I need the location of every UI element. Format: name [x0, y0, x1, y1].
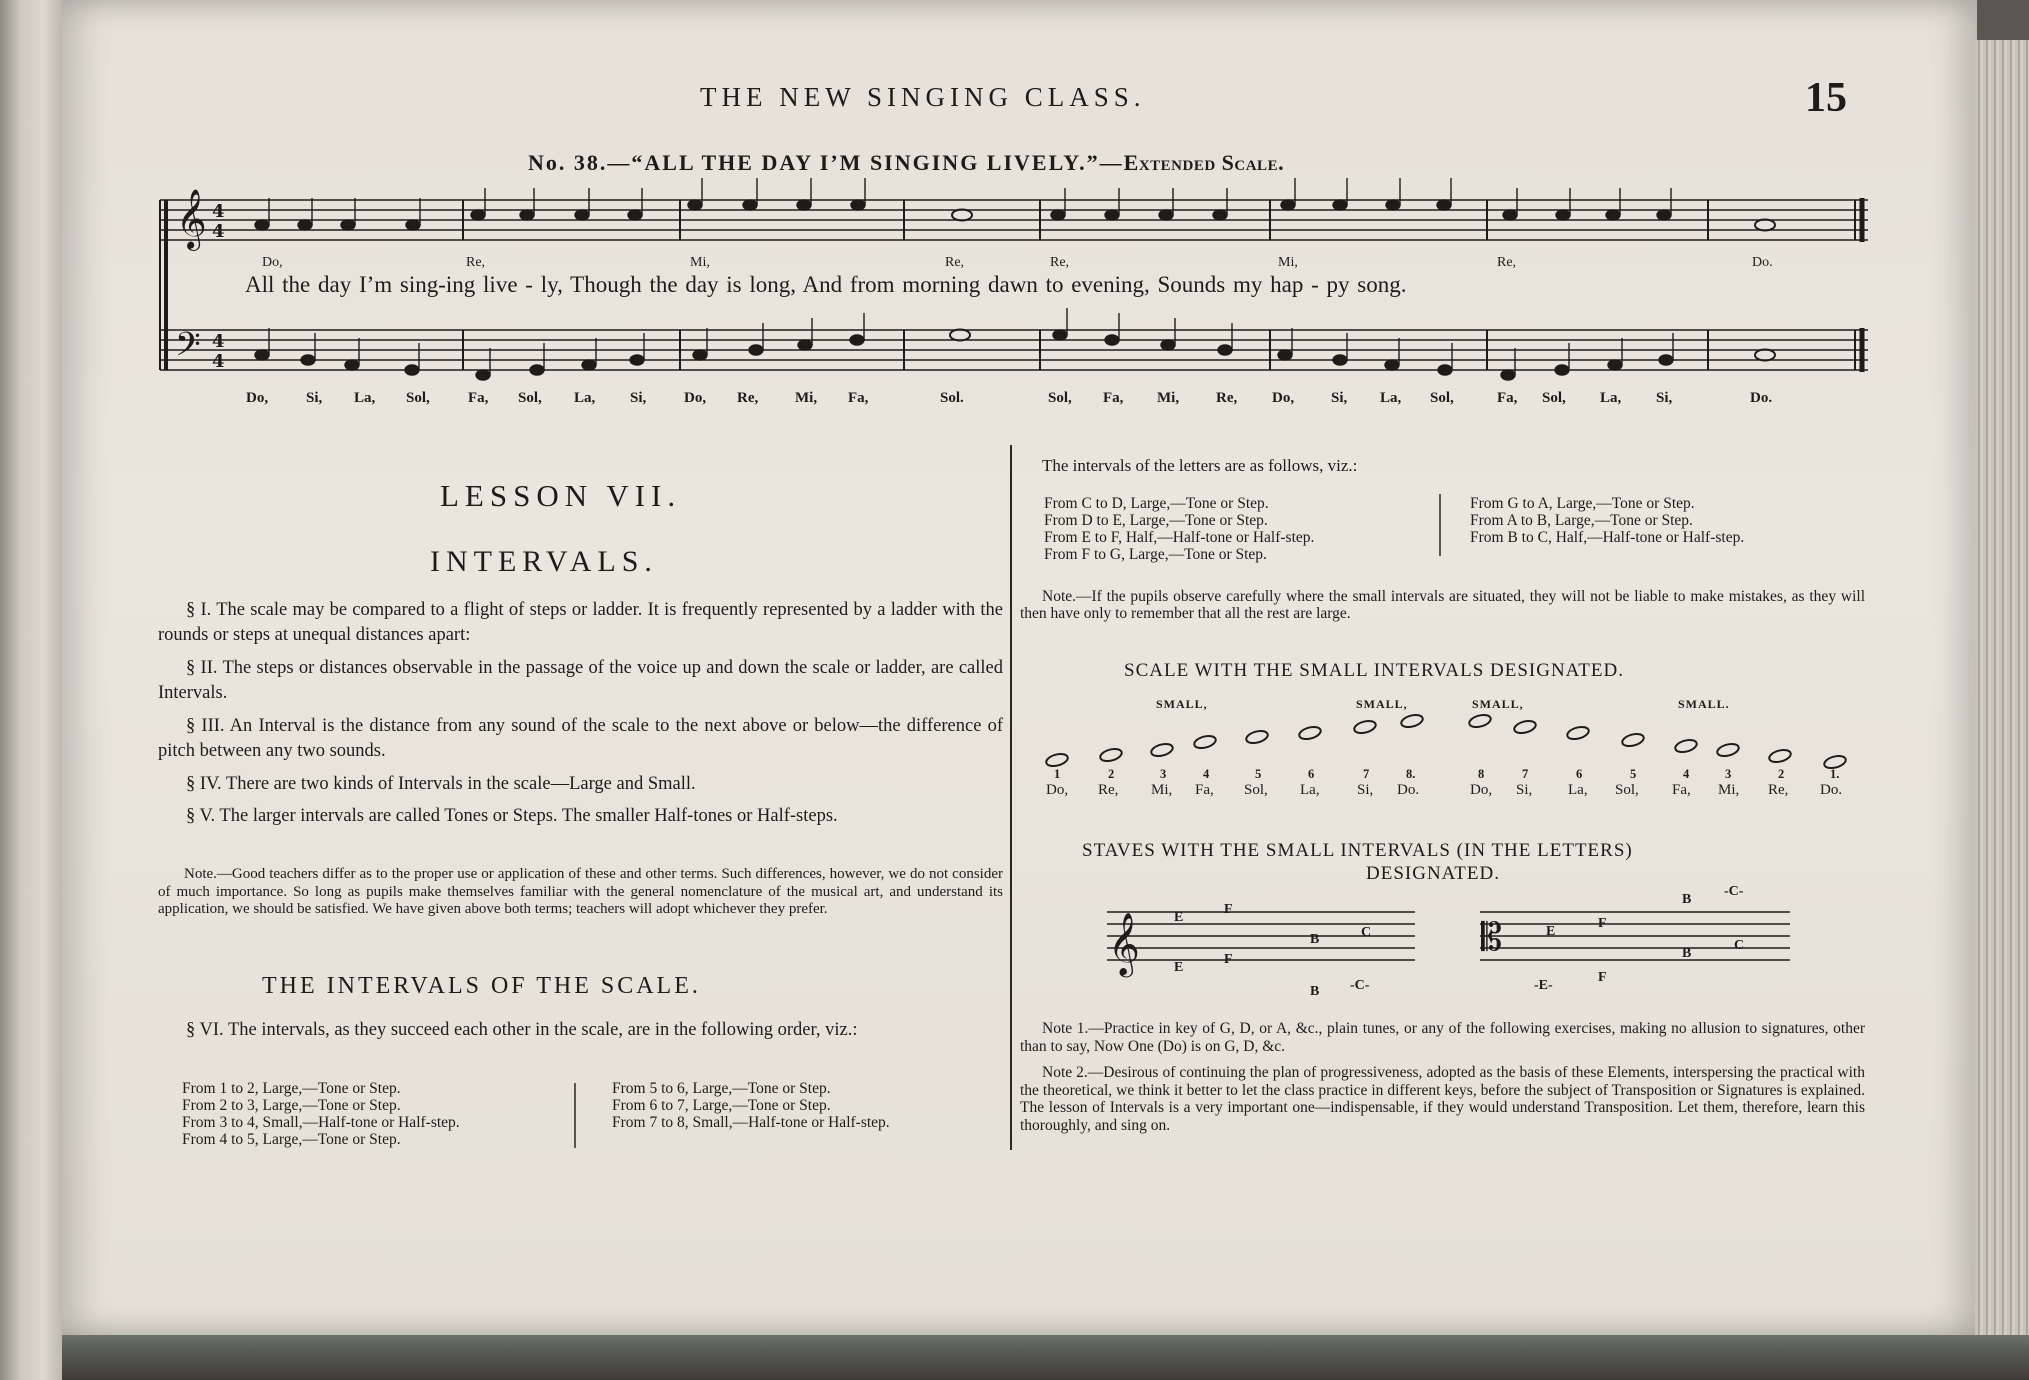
interval-row: From E to F, Half,—Half-tone or Half-step.: [1044, 529, 1315, 546]
staff-letter-f: F: [1598, 916, 1607, 931]
interval-row: From 6 to 7, Large,—Tone or Step.: [612, 1097, 831, 1114]
staff-letter-c: -C-: [1724, 884, 1744, 899]
staff-letter-e: -E-: [1534, 978, 1553, 993]
bass-syllable: Sol,: [1048, 390, 1072, 406]
staff-letter-c: -C-: [1350, 978, 1370, 993]
scale-degree: 2: [1778, 767, 1785, 781]
scale-syllable: Sol,: [1244, 782, 1268, 798]
scale-degree: 4: [1203, 767, 1210, 781]
treble-syllable: Re,: [945, 255, 965, 270]
scale-syllable: Fa,: [1195, 782, 1214, 798]
song-lyrics: All the day I’m sing-ing live - ly, Though the day is long, And from morning dawn to evening, Sounds my hap - py song.: [245, 272, 1407, 297]
scale-intervals-heading: THE INTERVALS OF THE SCALE.: [262, 973, 701, 999]
scale-degree: 5: [1630, 767, 1637, 781]
scale-degree: 3: [1160, 767, 1167, 781]
interval-row: From F to G, Large,—Tone or Step.: [1044, 546, 1267, 563]
bass-syllable: La,: [354, 390, 376, 406]
paragraph-5: § V. The larger intervals are called Tones or Steps. The smaller Half-tones or Half-steps.: [186, 806, 838, 826]
scale-syllable: Sol,: [1615, 782, 1639, 798]
scale-intervals-right: [612, 1080, 890, 1131]
interval-row: From 4 to 5, Large,—Tone or Step.: [182, 1131, 401, 1148]
interval-row: From 5 to 6, Large,—Tone or Step.: [612, 1080, 831, 1097]
scale-degree: 7: [1363, 767, 1370, 781]
interval-row: From 1 to 2, Large,—Tone or Step.: [182, 1080, 401, 1097]
treble-syllable: Re,: [1497, 255, 1517, 270]
staff-letter-f: F: [1598, 970, 1607, 985]
running-head: THE NEW SINGING CLASS.: [700, 82, 1146, 112]
treble-syllable: Do,: [262, 255, 283, 270]
interval-row: From A to B, Large,—Tone or Step.: [1470, 512, 1693, 529]
bass-syllable: Sol,: [1430, 390, 1454, 406]
page-number: 15: [1805, 75, 1847, 121]
treble-syllable: Re,: [1050, 255, 1070, 270]
paragraph-2: § II. The steps or distances observable in the passage of the voice up and down the scale or ladder, are called Intervals.: [158, 658, 1003, 703]
interval-row: From 7 to 8, Small,—Half-tone or Half-step.: [612, 1114, 890, 1131]
bass-syllable: Mi,: [795, 390, 818, 406]
bass-syllable: La,: [574, 390, 596, 406]
staff-letter-b: B: [1310, 984, 1320, 999]
letter-intervals-right: [1470, 495, 1744, 546]
svg-text:𝄢: 𝄢: [175, 326, 201, 372]
svg-text:𝄞: 𝄞: [176, 189, 207, 249]
interval-row: From D to E, Large,—Tone or Step.: [1044, 512, 1268, 529]
note-2: Note 2.—Desirous of continuing the plan of progressiveness, adopted as the basis of these Elements, interspersing the practical with the theoretical, we think it better to let the class practice in different keys, before the subject of Transposition or Signatures is explained. The lesson of Intervals is a very important one—indispensable, if they would understand Transposition. Let them, therefore, learn this thoroughly, and sing on.: [1020, 1064, 1865, 1134]
letter-intervals-left: [1044, 495, 1314, 563]
svg-text:4: 4: [212, 331, 225, 352]
bass-syllable: Fa,: [1103, 390, 1124, 406]
staff-letter-e: E: [1174, 960, 1184, 975]
scale-degree: 3: [1725, 767, 1732, 781]
lesson-note: Note.—Good teachers differ as to the proper use or application of these and other terms. Such differences, however, we do not consider of much importance. So long as pupils make themselves familiar with the general nomenclature of the musical art, and understand its application, we should be satisfied. We have given above both terms; teachers will adopt whichever they prefer.: [158, 866, 1003, 917]
scale-syllable: Fa,: [1672, 782, 1691, 798]
scale-degree: 8.: [1406, 767, 1416, 781]
scale-syllable: Re,: [1768, 782, 1789, 798]
small-interval-label: SMALL,: [1156, 697, 1208, 711]
paragraph-6: § VI. The intervals, as they succeed each other in the scale, are in the following order, viz.:: [186, 1020, 858, 1040]
treble-syllable: Mi,: [690, 255, 710, 270]
scale-syllable: La,: [1300, 782, 1320, 798]
bass-syllable: Do,: [246, 390, 269, 406]
treble-syllable: Re,: [466, 255, 486, 270]
staff-letter-e: E: [1174, 910, 1184, 925]
scale-syllable: Si,: [1516, 782, 1533, 798]
scale-degree: 2: [1108, 767, 1115, 781]
treble-syllable: Do.: [1752, 255, 1773, 270]
staff-letter-b: B: [1682, 946, 1692, 961]
scale-syllable: La,: [1568, 782, 1588, 798]
bass-syllable: La,: [1380, 390, 1402, 406]
treble-syllable: Mi,: [1278, 255, 1298, 270]
scale-syllable: Do.: [1397, 782, 1420, 798]
bass-syllable: Sol,: [406, 390, 430, 406]
scale-degree: 7: [1522, 767, 1529, 781]
bass-syllable: Mi,: [1157, 390, 1180, 406]
bass-syllable: Fa,: [1497, 390, 1518, 406]
bass-syllable: Si,: [630, 390, 647, 406]
staff-letter-f: F: [1224, 902, 1233, 917]
svg-text:𝄞: 𝄞: [1108, 912, 1140, 975]
staff-letter-b: B: [1310, 932, 1320, 947]
scale-degree: 4: [1683, 767, 1690, 781]
letters-note: Note.—If the pupils observe carefully where the small intervals are situated, they will not be liable to make mistakes, as they will then have only to remember that all the rest are large.: [1020, 588, 1865, 622]
small-interval-label: SMALL,: [1356, 697, 1408, 711]
scale-degree: 5: [1255, 767, 1262, 781]
svg-text:4: 4: [212, 351, 225, 372]
song-title-main: No. 38.—“ALL THE DAY I’M SINGING LIVELY.”—: [528, 150, 1124, 175]
bass-syllable: Si,: [1331, 390, 1348, 406]
bass-syllable: La,: [1600, 390, 1622, 406]
lesson-subheading: INTERVALS.: [430, 545, 658, 578]
lesson-heading: LESSON VII.: [440, 478, 682, 513]
bass-syllable: Si,: [306, 390, 323, 406]
small-interval-label: SMALL,: [1472, 697, 1524, 711]
scale-small-intervals-heading: SCALE WITH THE SMALL INTERVALS DESIGNATED.: [1124, 660, 1624, 681]
bass-syllable: Fa,: [468, 390, 489, 406]
staff-letter-f: F: [1224, 952, 1233, 967]
bass-syllable: Re,: [737, 390, 759, 406]
scale-degree: 8: [1478, 767, 1485, 781]
staff-letter-c: C: [1734, 938, 1745, 953]
staff-letter-e: E: [1546, 924, 1556, 939]
bass-syllable: Do,: [684, 390, 707, 406]
scale-syllable: Re,: [1098, 782, 1119, 798]
scale-syllable: Do.: [1820, 782, 1843, 798]
staves-heading-line2: DESIGNATED.: [1366, 863, 1500, 884]
interval-row: From C to D, Large,—Tone or Step.: [1044, 495, 1269, 512]
scale-syllable: Mi,: [1151, 782, 1173, 798]
bass-syllable: Fa,: [848, 390, 869, 406]
scale-syllable: Si,: [1357, 782, 1374, 798]
interval-row: From 2 to 3, Large,—Tone or Step.: [182, 1097, 401, 1114]
staves-heading-line1: STAVES WITH THE SMALL INTERVALS (IN THE LETTERS): [1082, 840, 1633, 861]
svg-text:𝄡: 𝄡: [1481, 915, 1503, 959]
paragraph-4: § IV. There are two kinds of Intervals in the scale—Large and Small.: [186, 774, 696, 794]
scale-degree: 6: [1308, 767, 1315, 781]
note-1: Note 1.—Practice in key of G, D, or A, &c., plain tunes, or any of the following exercises, making no allusion to signatures, other than to say, Now One (Do) is on G, D, &c.: [1020, 1020, 1865, 1055]
svg-text:4: 4: [212, 201, 225, 222]
small-interval-label: SMALL.: [1678, 697, 1730, 711]
scale-syllable: Mi,: [1718, 782, 1740, 798]
paragraph-1: § I. The scale may be compared to a flight of steps or ladder. It is frequently represented by a ladder with the rounds or steps at unequal distances apart:: [158, 600, 1003, 645]
bass-syllable: Re,: [1216, 390, 1238, 406]
bass-syllable: Sol.: [940, 390, 964, 406]
staff-letter-b: B: [1682, 892, 1692, 907]
scale-degree: 1: [1054, 767, 1061, 781]
interval-row: From G to A, Large,—Tone or Step.: [1470, 495, 1695, 512]
bass-syllable: Sol,: [1542, 390, 1566, 406]
scale-degree: 6: [1576, 767, 1583, 781]
scale-intervals-left: [182, 1080, 460, 1148]
interval-row: From B to C, Half,—Half-tone or Half-step.: [1470, 529, 1745, 546]
scale-syllable: Do,: [1046, 782, 1069, 798]
interval-row: From 3 to 4, Small,—Half-tone or Half-step.: [182, 1114, 460, 1131]
bass-syllable: Do,: [1272, 390, 1295, 406]
bass-syllable: Sol,: [518, 390, 542, 406]
song-title-subtitle: Extended Scale.: [1123, 150, 1285, 175]
bass-syllable: Si,: [1656, 390, 1673, 406]
scale-degree: 1.: [1830, 767, 1840, 781]
bass-syllable: Do.: [1750, 390, 1773, 406]
staff-letter-c: C: [1361, 925, 1372, 940]
svg-text:4: 4: [212, 221, 225, 242]
paragraph-3: § III. An Interval is the distance from any sound of the scale to the next above or below—the difference of pitch between any two sounds.: [158, 716, 1003, 761]
scale-syllable: Do,: [1470, 782, 1493, 798]
letters-intro: The intervals of the letters are as follows, viz.:: [1042, 456, 1358, 475]
